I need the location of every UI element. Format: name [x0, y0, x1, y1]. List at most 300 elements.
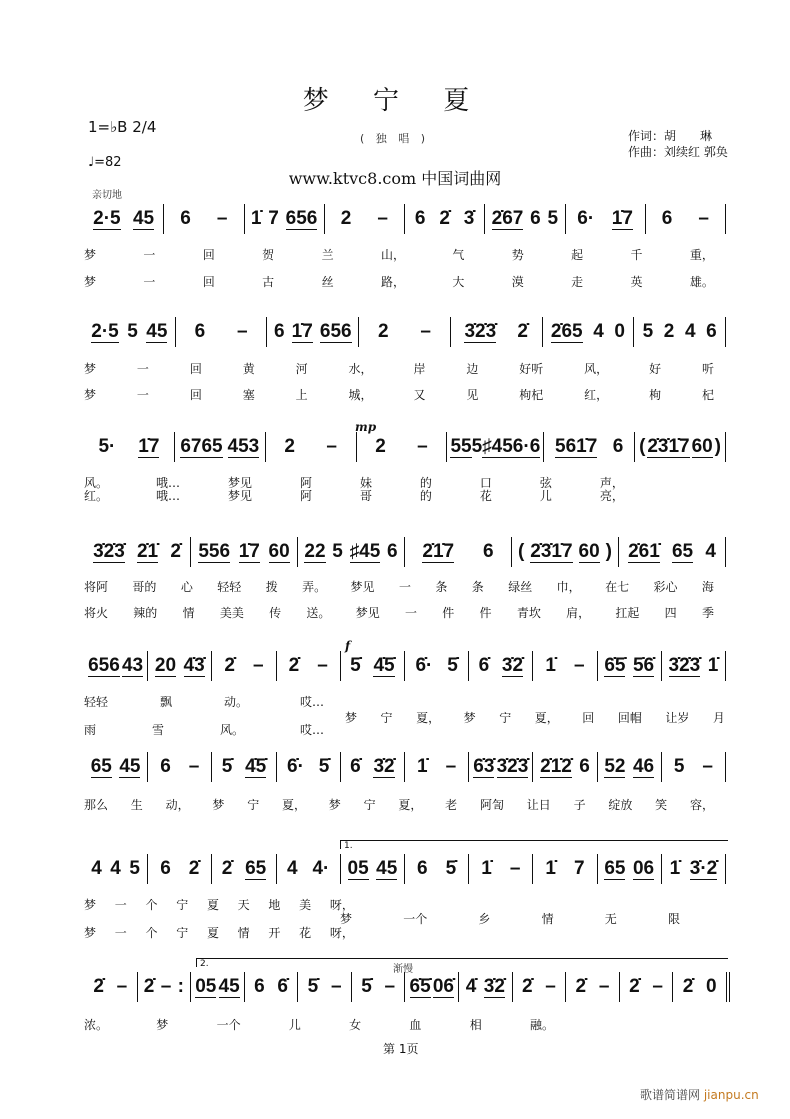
lyric-syllable: 相	[469, 1018, 482, 1032]
note-group: 45	[376, 857, 398, 879]
lyric-syllable: 夏	[206, 898, 219, 912]
lyric-syllable: 好	[649, 362, 662, 376]
lyric-syllable: 四	[664, 606, 677, 620]
lyric-syllable: 见	[466, 388, 479, 402]
lyric-syllable: 肩，	[566, 606, 591, 620]
note-group: ♯45	[349, 540, 381, 562]
measure	[174, 432, 265, 462]
lyric-syllable: 巾，	[556, 580, 581, 594]
lyric-line	[84, 360, 714, 377]
lyric-syllable: 情	[541, 912, 554, 926]
note-group: 1̇	[669, 858, 681, 879]
note-group: 65	[604, 857, 626, 879]
note-group: –	[417, 436, 428, 457]
note-group: 1̇7	[291, 320, 313, 342]
lyric-syllable: 情	[237, 926, 250, 940]
note-group: 46	[632, 755, 655, 777]
note-group: 4·	[312, 858, 330, 879]
lyric-syllable: 弦	[539, 476, 552, 490]
lyric-line	[84, 604, 714, 621]
lyric-syllable: 梦	[84, 898, 97, 912]
watermark-url: jianpu.cn	[703, 1088, 759, 1102]
note-group: 5·	[98, 436, 116, 457]
lyric-line	[84, 578, 714, 595]
note-group: –	[384, 976, 396, 997]
note-group: 2·5	[93, 207, 121, 229]
note-group: 06̇	[432, 975, 454, 997]
lyric-syllable: 梦见	[355, 606, 380, 620]
lyric-syllable: 地	[268, 898, 281, 912]
measure	[672, 972, 726, 1002]
lyric-syllable: 红。	[84, 489, 109, 503]
note-group: 43	[121, 654, 144, 676]
lyric-line	[84, 246, 714, 263]
dynamic-marking: f	[345, 639, 351, 653]
lyric-syllable: 件	[442, 606, 455, 620]
measure	[565, 972, 619, 1002]
lyric-syllable: 大	[452, 275, 465, 289]
measure	[532, 651, 596, 681]
lyric-syllable: 贺	[262, 248, 275, 262]
lyric-syllable: 个	[145, 898, 158, 912]
measure	[84, 972, 137, 1002]
note-group: 6̇	[478, 655, 490, 676]
note-group: 5	[332, 541, 343, 562]
lyric-syllable: 宁	[380, 711, 393, 725]
volta-bracket: 1.	[340, 840, 728, 849]
note-group: 4̇	[465, 976, 477, 997]
note-group: –	[698, 208, 709, 229]
measure	[265, 432, 356, 462]
lyric-syllable: 风。	[219, 723, 244, 737]
lyric-syllable: 哥的	[132, 580, 157, 594]
lyric-syllable: 儿	[288, 1018, 301, 1032]
note-group: 7	[574, 858, 585, 879]
note-group: 1̇	[417, 756, 428, 777]
measure	[511, 537, 618, 567]
note-group: 65	[671, 540, 694, 562]
note-group: 4	[684, 321, 696, 342]
lyric-syllable: 呀，	[329, 898, 354, 912]
note-group: 6̇5̇	[604, 654, 626, 676]
lyric-syllable: 梦	[156, 1018, 169, 1032]
lyric-line	[84, 721, 324, 738]
note-group: 6	[254, 976, 265, 997]
lyric-syllable: 条	[435, 580, 448, 594]
note-group: 6	[706, 321, 717, 342]
lyric-syllable: 送。	[306, 606, 331, 620]
measure	[645, 204, 726, 234]
note-group: 0	[705, 976, 717, 997]
lyric-syllable: 梦	[84, 248, 97, 262]
composer: 作曲：刘续红 郭奂	[628, 145, 728, 159]
lyric-syllable: 千	[630, 248, 643, 262]
measure	[340, 651, 404, 681]
lyric-syllable: 夏，	[398, 798, 423, 812]
measure	[84, 854, 147, 884]
lyric-syllable: 呀，	[329, 926, 354, 940]
note-group: –	[652, 976, 663, 997]
note-group: 2̇	[143, 976, 155, 997]
lyric-syllable: 回	[189, 362, 202, 376]
measure	[634, 432, 726, 462]
note-group: 2̇	[188, 858, 200, 879]
lyric-line	[84, 796, 714, 813]
note-group: 5	[547, 208, 559, 229]
measure	[661, 752, 726, 782]
note-group: 2̇1̇7	[422, 540, 455, 562]
note-group: 55	[450, 435, 472, 457]
lyric-syllable: 阿	[299, 476, 312, 490]
watermark-text: 歌谱简谱网	[640, 1088, 701, 1102]
lyric-syllable: 青坎	[516, 606, 541, 620]
note-group: )	[605, 541, 612, 562]
lyric-syllable: 无	[604, 912, 617, 926]
note-group: 6̇3̇	[473, 755, 495, 777]
lyric-syllable: 哎…	[299, 723, 324, 737]
note-group: 6	[160, 858, 171, 879]
score-system	[84, 537, 726, 567]
lyric-syllable: 丝	[321, 275, 334, 289]
note-group: 2̇	[170, 541, 181, 562]
measure	[543, 432, 634, 462]
lyric-line	[345, 709, 725, 726]
note-group: 6765	[180, 435, 223, 457]
lyric-line	[84, 386, 714, 403]
note-group: –	[160, 976, 172, 997]
note-group: 45	[119, 755, 141, 777]
lyric-syllable: 一	[136, 388, 149, 402]
lyric-syllable: 枸杞	[519, 388, 544, 402]
note-group: 3̇2̇3̇	[93, 540, 125, 562]
score-system	[84, 752, 726, 782]
lyric-syllable: 女	[349, 1018, 362, 1032]
lyric-syllable: 轻轻	[217, 580, 242, 594]
lyric-syllable: 生	[130, 798, 143, 812]
note-group: –	[702, 756, 713, 777]
lyric-syllable: 宁	[176, 898, 189, 912]
lyric-syllable: 河	[295, 362, 308, 376]
note-group: –	[509, 858, 521, 879]
measure	[84, 317, 175, 347]
lyric-syllable: 梦	[345, 711, 358, 725]
lyric-syllable: 心	[180, 580, 193, 594]
lyric-syllable: 山，	[380, 248, 405, 262]
note-group: –	[116, 976, 128, 997]
note-group: 1̇7	[611, 207, 633, 229]
lyric-syllable: 动。	[223, 695, 248, 709]
measure	[244, 972, 298, 1002]
measure	[190, 537, 297, 567]
lyric-syllable: 走	[571, 275, 584, 289]
note-group: 561̇7	[555, 435, 598, 457]
expression-mark: 亲切地	[92, 190, 122, 201]
lyric-syllable: 风，	[584, 362, 609, 376]
lyric-syllable: 声，	[599, 476, 624, 490]
measure	[276, 651, 340, 681]
note-group: –	[377, 208, 388, 229]
lyric-syllable: 雄。	[689, 275, 714, 289]
note-group: 4̇3̇	[183, 654, 205, 676]
measure	[404, 651, 468, 681]
lyric-syllable: 红，	[584, 388, 609, 402]
note-group: 3̇2̇	[501, 654, 524, 676]
note-group: 4̇5̇	[373, 654, 395, 676]
note-group: 1̇	[250, 208, 262, 229]
measure	[468, 651, 532, 681]
lyric-syllable: 城，	[348, 388, 373, 402]
lyric-syllable: 边	[466, 362, 479, 376]
note-group: –	[330, 976, 342, 997]
lyric-syllable: 月	[712, 711, 725, 725]
lyric-syllable: 一个	[403, 912, 428, 926]
note-group: –	[445, 756, 457, 777]
note-group: 65	[245, 857, 267, 879]
note-group: 6	[661, 208, 673, 229]
lyric-syllable: 一个	[216, 1018, 241, 1032]
lyric-syllable: 兰	[321, 248, 334, 262]
lyric-syllable: 笑	[655, 798, 668, 812]
note-group: 1̇7	[238, 540, 260, 562]
lyric-syllable: 重，	[689, 248, 714, 262]
measure	[340, 752, 404, 782]
measure	[266, 317, 358, 347]
note-group: 2̇	[93, 976, 104, 997]
page-number: 第 1页	[383, 1042, 419, 1056]
lyric-syllable: 一	[143, 248, 156, 262]
note-group: 656	[88, 654, 120, 676]
note-group: 20	[154, 654, 177, 676]
lyric-syllable: 件	[479, 606, 492, 620]
lyric-syllable: 轻轻	[84, 695, 109, 709]
credits	[628, 128, 728, 160]
lyric-syllable: 上	[295, 388, 308, 402]
note-group: 5̇	[307, 976, 319, 997]
measure	[211, 752, 275, 782]
lyric-syllable: 将火	[84, 606, 109, 620]
score-system	[84, 651, 726, 681]
note-group: 2̇	[517, 321, 528, 342]
lyric-syllable: 绿丝	[508, 580, 533, 594]
lyric-syllable: 美美	[219, 606, 244, 620]
lyric-syllable: 听	[701, 362, 714, 376]
lyric-syllable: 回	[189, 388, 202, 402]
note-group: 6	[579, 756, 590, 777]
lyric-syllable: 限	[667, 912, 680, 926]
lyric-syllable: 哎…	[299, 695, 324, 709]
note-group: 5	[129, 858, 140, 879]
note-group: 6	[194, 321, 206, 342]
measure	[661, 651, 726, 681]
measure	[468, 854, 532, 884]
lyric-line	[84, 693, 324, 710]
note-group: 45	[146, 320, 168, 342]
note-group: 5̇	[318, 756, 330, 777]
lyricist: 作词：胡 琳	[628, 129, 713, 143]
note-group: 2̇3̇1̇7	[647, 435, 690, 457]
measure	[446, 432, 543, 462]
score-system	[84, 432, 726, 462]
lyric-syllable: 一	[114, 926, 127, 940]
lyric-syllable: 回帽	[617, 711, 642, 725]
lyric-syllable: 梦见	[227, 489, 252, 503]
volta-bracket: 2.	[196, 958, 728, 967]
lyric-line	[84, 1016, 554, 1033]
measure	[458, 972, 512, 1002]
note-group: –	[317, 655, 328, 676]
note-group: 656	[285, 207, 318, 229]
lyric-syllable: 夏，	[534, 711, 559, 725]
note-group: 3̇·2̇	[689, 857, 718, 879]
lyric-syllable: 宁	[176, 926, 189, 940]
lyric-syllable: 口	[479, 476, 492, 490]
measure	[597, 854, 661, 884]
lyric-syllable: 融。	[529, 1018, 554, 1032]
note-group: 6̇·	[287, 756, 304, 777]
lyric-syllable: 阿	[299, 489, 312, 503]
measure	[276, 752, 340, 782]
lyric-syllable: 好听	[519, 362, 544, 376]
lyric-syllable: 水，	[348, 362, 373, 376]
note-group: 60	[268, 540, 290, 562]
lyric-syllable: 将阿	[84, 580, 109, 594]
measure	[276, 854, 340, 884]
lyric-syllable: 一	[398, 580, 411, 594]
lyric-syllable: 美	[299, 898, 312, 912]
lyric-syllable: 一	[114, 898, 127, 912]
lyric-syllable: 雪	[151, 723, 164, 737]
measure	[297, 537, 404, 567]
note-group: (	[639, 436, 646, 457]
note-group: 5̇	[221, 756, 233, 777]
note-group: 656	[319, 320, 352, 342]
measure	[512, 972, 566, 1002]
lyric-syllable: 海	[701, 580, 714, 594]
note-group: 6̇	[350, 756, 361, 777]
note-group: 6̇	[277, 976, 288, 997]
measure	[84, 651, 147, 681]
note-group: 6	[273, 321, 285, 342]
note-group: 5̇	[361, 976, 372, 997]
note-group: –	[545, 976, 556, 997]
note-group: 6·6	[512, 435, 541, 457]
note-group: 5	[127, 321, 138, 342]
lyric-syllable: 花	[299, 926, 312, 940]
lyric-syllable: 容，	[689, 798, 714, 812]
note-group: 6	[612, 436, 624, 457]
note-group: 5̇6̇	[632, 654, 655, 676]
measure	[163, 204, 243, 234]
lyric-syllable: 亮，	[599, 489, 624, 503]
note-group: 556	[198, 540, 231, 562]
lyric-syllable: 梦见	[227, 476, 252, 490]
note-group: 2·5	[91, 320, 119, 342]
note-group: 4	[91, 858, 102, 879]
note-group: ♯45	[482, 435, 513, 457]
lyric-syllable: 动，	[165, 798, 190, 812]
lyric-line	[84, 487, 624, 504]
note-group: –	[236, 321, 248, 342]
note-group: :	[177, 976, 184, 997]
note-group: –	[420, 321, 431, 342]
note-group: )	[714, 436, 721, 457]
performance-type: ( 独 唱 )	[360, 132, 430, 145]
measure	[468, 752, 532, 782]
lyric-syllable: 的	[419, 489, 432, 503]
note-group: 2	[375, 436, 386, 457]
note-group: 7	[268, 208, 279, 229]
lyric-line	[340, 910, 680, 927]
note-group: 2̇1̇	[136, 540, 159, 562]
note-group: 2̇	[224, 655, 235, 676]
note-group: 4̇5̇	[245, 755, 267, 777]
lyric-syllable: 杞	[701, 388, 714, 402]
measure	[84, 204, 163, 234]
lyric-syllable: 飘	[159, 695, 172, 709]
note-group: 2̇1̇2̇	[540, 755, 572, 777]
note-group: 2̇	[575, 976, 587, 997]
measure	[211, 854, 275, 884]
measure	[137, 972, 191, 1002]
measure	[661, 854, 726, 884]
note-group: –	[574, 655, 585, 676]
lyric-syllable: 血	[409, 1018, 422, 1032]
note-group: 60	[578, 540, 600, 562]
lyric-syllable: 一	[143, 275, 156, 289]
note-group: 05	[347, 857, 369, 879]
measure	[619, 972, 673, 1002]
lyric-syllable: 辣的	[133, 606, 158, 620]
lyric-syllable: 夏，	[281, 798, 306, 812]
note-group: 52	[604, 755, 626, 777]
note-group: 6	[417, 858, 428, 879]
lyric-syllable: 夏，	[416, 711, 441, 725]
lyric-syllable: 弄。	[302, 580, 327, 594]
measure	[597, 651, 661, 681]
note-group: 05	[195, 975, 217, 997]
note-group: 6	[387, 541, 398, 562]
note-group: 4	[287, 858, 298, 879]
note-group: 2	[378, 321, 389, 342]
lyric-syllable: 妹	[359, 476, 372, 490]
measure	[404, 854, 468, 884]
lyric-syllable: 梦	[340, 912, 353, 926]
note-group: 1̇	[707, 655, 719, 676]
lyric-syllable: 季	[701, 606, 714, 620]
lyric-syllable: 回	[202, 248, 215, 262]
lyric-syllable: 让日	[526, 798, 551, 812]
note-group: 0	[614, 321, 625, 342]
note-group: –	[326, 436, 337, 457]
measure	[244, 204, 324, 234]
lyric-syllable: 在七	[605, 580, 630, 594]
note-group: 4	[705, 541, 716, 562]
note-group: 1̇7	[138, 435, 160, 457]
lyric-syllable: 浓。	[84, 1018, 109, 1032]
lyric-syllable: 宁	[247, 798, 260, 812]
note-group: 2̇	[682, 976, 694, 997]
lyric-syllable: 梦见	[350, 580, 375, 594]
lyric-syllable: 回	[202, 275, 215, 289]
note-group: 6	[414, 208, 426, 229]
note-group: 6̇5̇	[409, 975, 431, 997]
lyric-syllable: 一	[404, 606, 417, 620]
note-group: 3̇2̇	[483, 975, 505, 997]
measure	[484, 204, 564, 234]
score-system	[84, 204, 726, 234]
lyric-syllable: 彩心	[653, 580, 678, 594]
measure	[404, 752, 468, 782]
